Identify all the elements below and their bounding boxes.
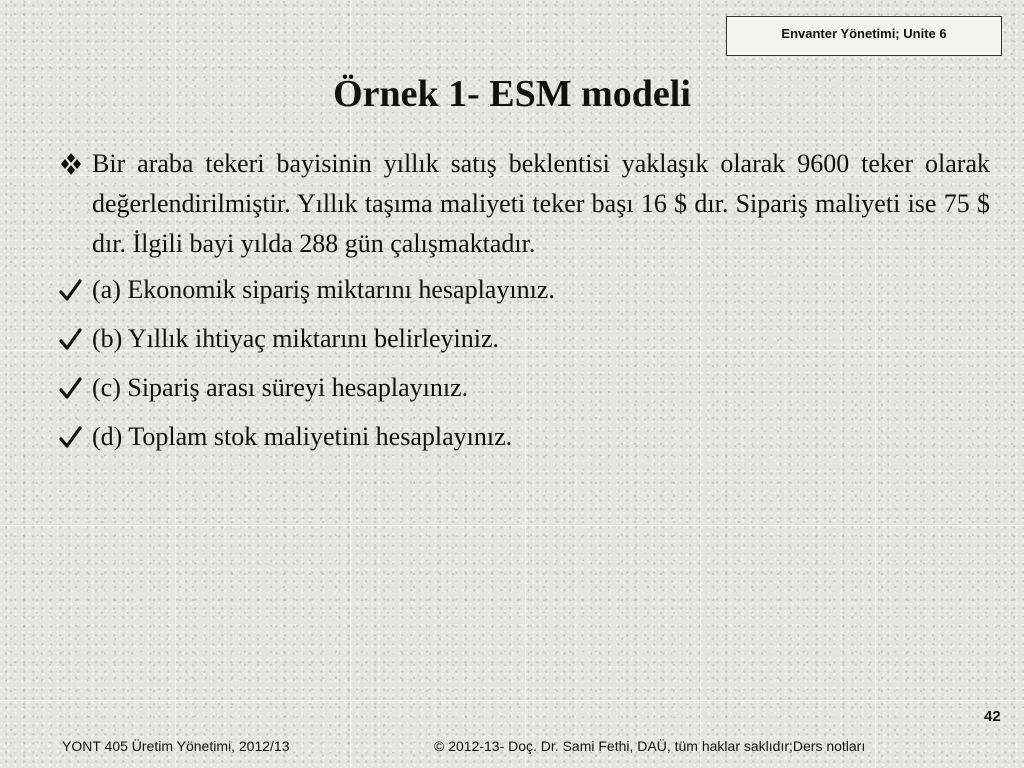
checkmark-icon — [56, 368, 86, 408]
question-text: (a) Ekonomik sipariş miktarını hesaplayınız. — [92, 275, 555, 304]
background-tile-line — [0, 700, 1024, 701]
problem-text: Bir araba tekeri bayisinin yıllık satış beklentisi yaklaşık olarak 9600 teker olarak değerlendirilmiştir. Yıllık taşıma maliyeti teker başı 16 $ dır. Sipariş maliyeti ise 75 $ dır. İlgili bayi yılda 288 gün çalışmaktadır. — [92, 149, 990, 258]
course-unit-header — [726, 16, 1002, 56]
footer-course: YONT 405 Üretim Yönetimi, 2012/13 — [62, 738, 290, 754]
page-number: 42 — [984, 708, 1001, 725]
question-item — [54, 270, 990, 310]
background-tile-line — [0, 525, 1024, 526]
question-item — [54, 368, 990, 408]
question-item — [54, 417, 990, 457]
question-item — [54, 319, 990, 359]
four-diamond-bullet-icon — [56, 144, 86, 184]
checkmark-icon — [56, 319, 86, 359]
slide-title: Örnek 1- ESM modeli — [333, 73, 691, 115]
question-text: (b) Yıllık ihtiyaç miktarını belirleyiniz. — [92, 324, 499, 353]
footer-copyright: © 2012-13- Doç. Dr. Sami Fethi, DAÜ, tüm haklar saklıdır;Ders notları — [434, 738, 866, 754]
question-text: (c) Sipariş arası süreyi hesaplayınız. — [92, 373, 469, 402]
checkmark-icon — [56, 270, 86, 310]
problem-statement — [54, 144, 990, 264]
course-unit-label: Envanter Yönetimi; Unite 6 — [781, 26, 947, 41]
question-text: (d) Toplam stok maliyetini hesaplayınız. — [92, 422, 513, 451]
slide-content — [54, 144, 990, 457]
checkmark-icon — [56, 417, 86, 457]
